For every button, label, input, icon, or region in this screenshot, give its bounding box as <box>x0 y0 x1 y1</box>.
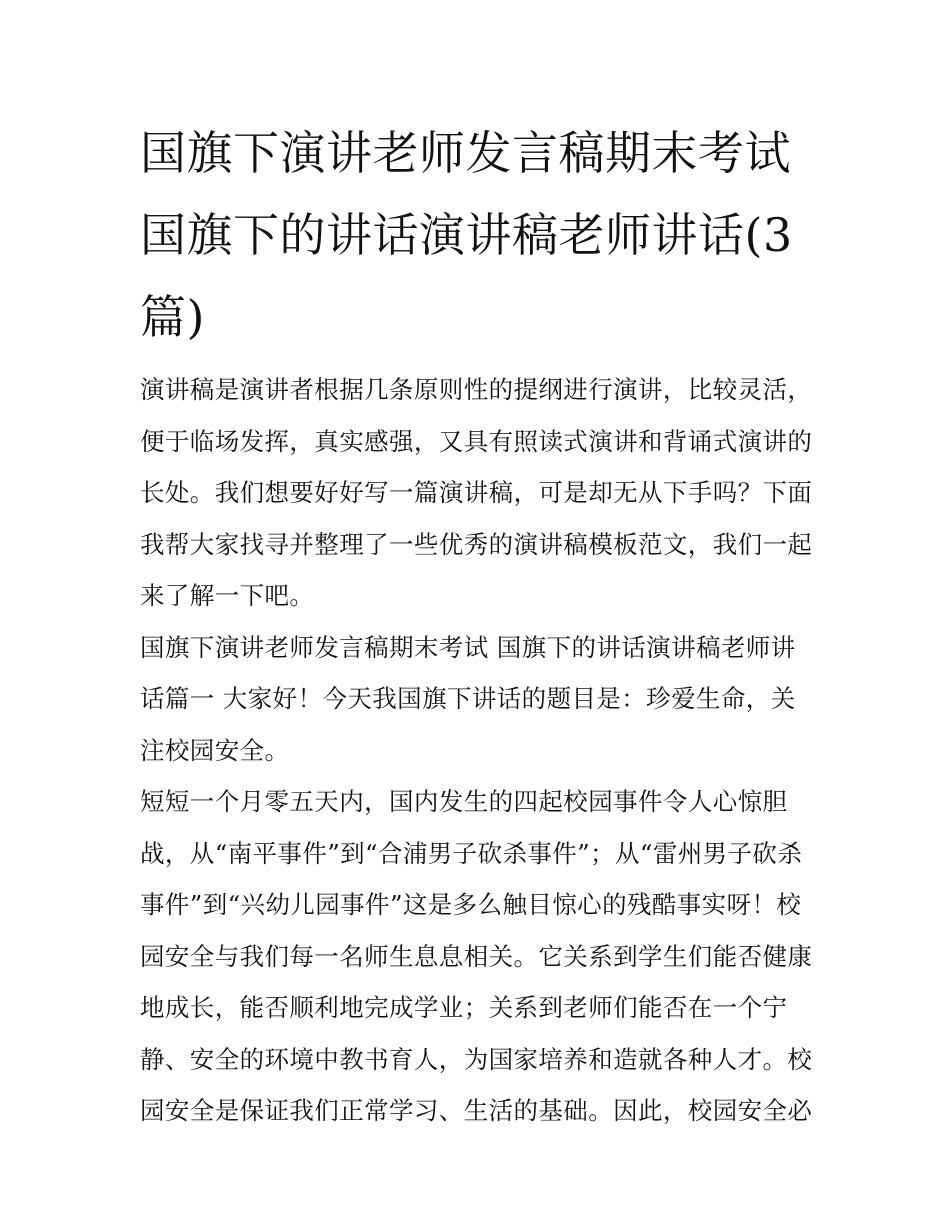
document-title: 国旗下演讲老师发言稿期末考试 国旗下的讲话演讲稿老师讲话(3篇) <box>140 126 793 344</box>
body-paragraph: 短短一个月零五天内，国内发生的四起校园事件令人心惊胆战，从“南平事件”到“合浦男子砍杀事件”；从“雷州男子砍杀事件”到“兴幼儿园事件”这是多么触目惊心的残酷事实呀！校园安全与我们每一名师生息息相关。它关系到学生们能否健康地成长，能否顺利地完成学业；关系到老师们能否在一个宁静、安全的环境中教书育人，为国家培养和造就各种人才。校园安全是保证我们正常学习、生活的基础。因此，校园安全必 <box>140 787 813 1125</box>
intro-paragraph: 演讲稿是演讲者根据几条原则性的提纲进行演讲，比较灵活，便于临场发挥，真实感强，又具有照读式演讲和背诵式演讲的长处。我们想要好好写一篇演讲稿，可是却无从下手吗？下面我帮大家找寻并整理了一些优秀的演讲稿模板范文，我们一起来了解一下吧。 <box>140 375 813 610</box>
document-body <box>140 112 818 1137</box>
speech-heading-paragraph: 国旗下演讲老师发言稿期末考试 国旗下的讲话演讲稿老师讲话篇一 大家好！今天我国旗下讲话的题目是：珍爱生命，关注校园安全。 <box>140 632 796 765</box>
